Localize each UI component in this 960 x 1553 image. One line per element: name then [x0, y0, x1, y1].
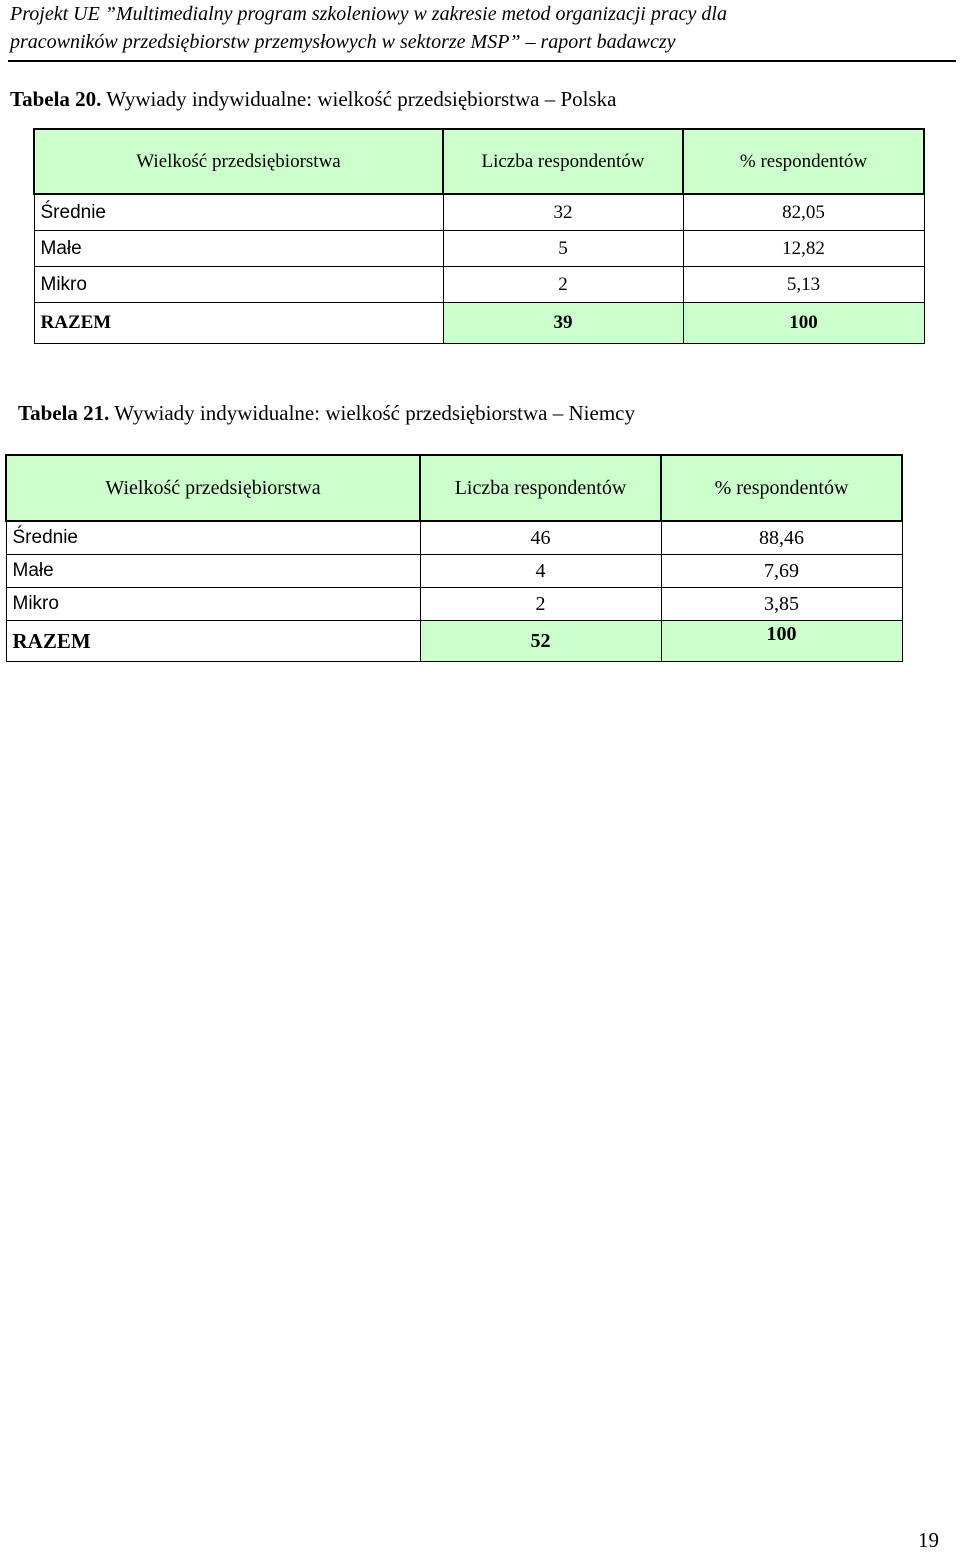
total-count: 52: [420, 621, 661, 662]
table-21-header-row: [6, 455, 902, 521]
row-percent: 5,13: [683, 267, 924, 303]
table-21-col-count: Liczba respondentów: [420, 455, 661, 521]
table-21-col-size: Wielkość przedsiębiorstwa: [6, 455, 420, 521]
table-20: [33, 128, 925, 344]
table-20-caption-label: Tabela 20.: [10, 87, 102, 111]
header-line-1: Projekt UE ”Multimedialny program szkoleniowy w zakresie metod organizacji pracy dla: [10, 3, 727, 25]
row-size: Mikro: [6, 588, 420, 621]
row-percent: 82,05: [683, 194, 924, 231]
table-row: [6, 588, 902, 621]
table-21-total-row: [6, 621, 902, 662]
row-percent: 7,69: [661, 555, 902, 588]
row-size: Małe: [34, 231, 443, 267]
table-21-col-percent: % respondentów: [661, 455, 902, 521]
header-rule: [8, 60, 956, 62]
row-count: 4: [420, 555, 661, 588]
table-21: [5, 454, 903, 662]
total-percent: 100: [661, 621, 902, 662]
row-count: 32: [443, 194, 683, 231]
table-20-total-row: [34, 303, 924, 344]
row-count: 5: [443, 231, 683, 267]
table-21-caption: [18, 400, 635, 426]
row-count: 46: [420, 521, 661, 555]
total-label: RAZEM: [34, 303, 443, 344]
table-row: [34, 267, 924, 303]
table-row: [6, 555, 902, 588]
total-count: 39: [443, 303, 683, 344]
table-20-col-size: Wielkość przedsiębiorstwa: [34, 129, 443, 194]
row-count: 2: [420, 588, 661, 621]
row-count: 2: [443, 267, 683, 303]
table-row: [34, 194, 924, 231]
row-size: Średnie: [34, 194, 443, 231]
row-size: Małe: [6, 555, 420, 588]
row-percent: 12,82: [683, 231, 924, 267]
table-20-caption: [10, 86, 617, 112]
page-number: 19: [918, 1528, 939, 1552]
row-percent: 3,85: [661, 588, 902, 621]
table-20-col-percent: % respondentów: [683, 129, 924, 194]
table-20-caption-text: Wywiady indywidualne: wielkość przedsiębiorstwa – Polska: [101, 87, 617, 111]
table-20-header-row: [34, 129, 924, 194]
total-percent: 100: [683, 303, 924, 344]
row-percent: 88,46: [661, 521, 902, 555]
row-size: Mikro: [34, 267, 443, 303]
table-row: [34, 231, 924, 267]
row-size: Średnie: [6, 521, 420, 555]
total-label: RAZEM: [6, 621, 420, 662]
table-21-caption-label: Tabela 21.: [18, 401, 110, 425]
table-row: [6, 521, 902, 555]
header-line-2: pracowników przedsiębiorstw przemysłowych w sektorze MSP” – raport badawczy: [10, 31, 676, 53]
table-20-col-count: Liczba respondentów: [443, 129, 683, 194]
table-21-caption-text: Wywiady indywidualne: wielkość przedsiębiorstwa – Niemcy: [109, 401, 635, 425]
